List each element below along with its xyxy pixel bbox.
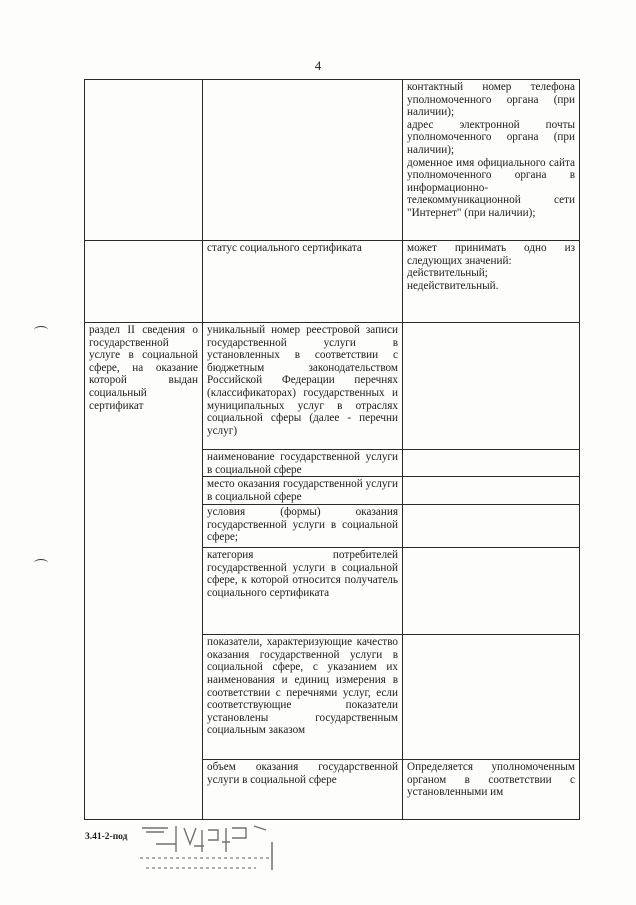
table-cell: [403, 323, 580, 450]
table-cell: [203, 80, 403, 241]
table-row: [85, 80, 580, 241]
table-cell: [403, 505, 580, 548]
table-cell: [85, 80, 203, 241]
margin-mark: [34, 326, 48, 334]
service-place-label: место оказания государственной услуги в социальной сфере: [203, 477, 403, 505]
registry-number-label: уникальный номер реестровой записи государственной услуги в установленных в соответствии с бюджетным законодательством Российской Федерации перечнях (классификаторах) государственных и муниципальных услуг в отраслях социальной сферы (далее - перечни услуг): [203, 323, 403, 450]
stamp-icon: [136, 820, 276, 872]
service-conditions-label: условия (формы) оказания государственной услуги в социальной сфере;: [203, 505, 403, 548]
certificate-status-values: может принимать одно из следующих значений: действительный; недействительный.: [403, 241, 580, 323]
table-cell: [403, 450, 580, 477]
table-cell: [403, 635, 580, 760]
section-2-title: раздел II сведения о государственной услуге в социальной сфере, на оказание которой выдан социальный сертификат: [85, 323, 203, 820]
contact-details-cell: контактный номер телефона уполномоченного органа (при наличии); адрес электронной почты уполномоченного органа (при наличии); доменное имя официального сайта уполномоченного органа в информационно-телекоммуникационной сети "Интернет" (при наличии);: [403, 80, 580, 241]
table-cell: [403, 548, 580, 635]
table-row: [85, 323, 580, 450]
consumer-category-label: категория потребителей государственной услуги в социальной сфере, к которой относится получатель социального сертификата: [203, 548, 403, 635]
table-cell: [85, 241, 203, 323]
service-volume-value: Определяется уполномоченным органом в соответствии с установленными им: [403, 760, 580, 820]
table-cell: [403, 477, 580, 505]
certificate-status-label: статус социального сертификата: [203, 241, 403, 323]
requirements-table: [84, 79, 580, 820]
quality-indicators-label: показатели, характеризующие качество оказания государственной услуги в социальной сфере, с указанием их наименования и единиц измерения в соответствии с перечнями услуг, если соответствующие показатели установлены государственным социальным заказом: [203, 635, 403, 760]
margin-mark: [34, 559, 48, 567]
table-row: [85, 241, 580, 323]
service-volume-label: объем оказания государственной услуги в социальной сфере: [203, 760, 403, 820]
page-number: 4: [314, 58, 322, 73]
document-code: 3.41-2-под: [85, 832, 128, 842]
service-name-label: наименование государственной услуги в социальной сфере: [203, 450, 403, 477]
